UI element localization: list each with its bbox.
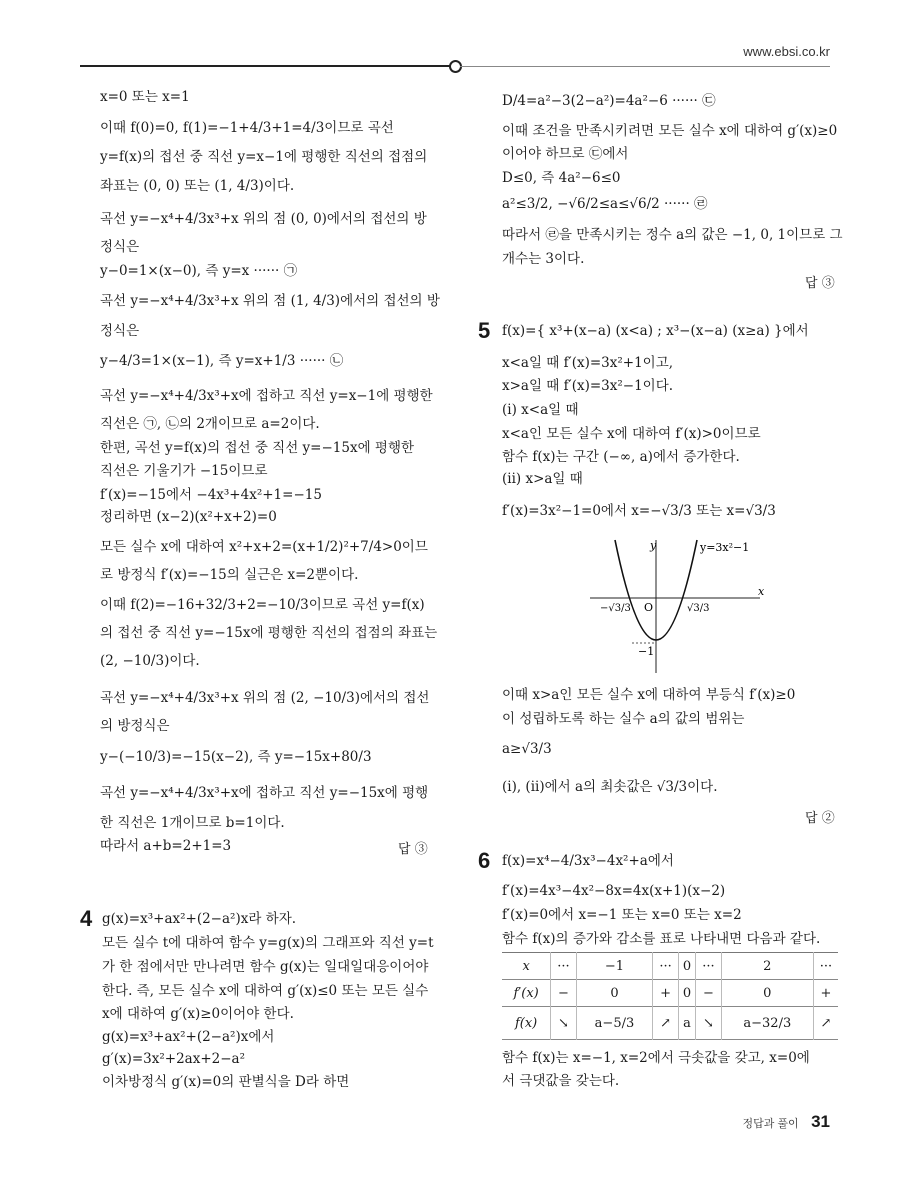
table-cell: 0	[678, 953, 696, 980]
table-cell: ···	[551, 953, 576, 980]
footer-label: 정답과 풀이	[742, 1118, 799, 1130]
text-line: x에 대하여 g′(x)≥0이어야 한다.	[102, 1006, 294, 1022]
table-cell: ···	[814, 953, 838, 980]
text-line: a≥√3/3	[502, 741, 552, 757]
parabola-graph	[580, 535, 770, 675]
text-line: (i) x<a일 때	[502, 402, 579, 418]
text-line: (2, −10/3)이다.	[100, 653, 200, 669]
table-cell: a−5/3	[576, 1007, 653, 1040]
text-line: 이때 f(2)=−16+32/3+2=−10/3이므로 곡선 y=f(x)	[100, 597, 425, 613]
answer-mark-3: 답 ③	[398, 842, 428, 857]
table-cell: +	[814, 980, 838, 1007]
text-line: 함수 f(x)는 구간 (−∞, a)에서 증가한다.	[502, 449, 740, 465]
text-line: 곡선 y=−x⁴+4/3x³+x에 접하고 직선 y=−15x에 평행	[100, 785, 429, 801]
text-line: (i), (ii)에서 a의 최솟값은 √3/3이다.	[502, 779, 718, 795]
page-number: 31	[811, 1112, 830, 1131]
table-cell: ↗	[653, 1007, 678, 1040]
text-line: (ii) x>a일 때	[502, 471, 583, 487]
text-line: y−0=1×(x−0), 즉 y=x ······ ㉠	[100, 263, 298, 279]
table-cell: +	[653, 980, 678, 1007]
text-line: 곡선 y=−x⁴+4/3x³+x 위의 점 (1, 4/3)에서의 접선의 방	[100, 293, 440, 309]
text-line: 직선은 기울기가 −15이므로	[100, 463, 268, 479]
text-line: 이때 x>a인 모든 실수 x에 대하여 부등식 f′(x)≥0	[502, 687, 796, 703]
text-line: 개수는 3이다.	[502, 251, 585, 267]
text-line: 모든 실수 x에 대하여 x²+x+2=(x+1/2)²+7/4>0이므	[100, 539, 428, 555]
text-line: a²≤3/2, −√6/2≤a≤√6/2 ······ ㉣	[502, 196, 708, 212]
text-line: 의 방정식은	[100, 718, 170, 734]
text-line: f′(x)=0에서 x=−1 또는 x=0 또는 x=2	[502, 907, 742, 923]
text-line: 정식은	[100, 323, 140, 339]
header-rule-right	[460, 66, 830, 67]
text-line: D/4=a²−3(2−a²)=4a²−6 ······ ㉢	[502, 93, 716, 109]
text-line: 곡선 y=−x⁴+4/3x³+x에 접하고 직선 y=x−1에 평행한	[100, 388, 433, 404]
text-line: f′(x)=−15에서 −4x³+4x²+1=−15	[100, 487, 322, 503]
table-cell: 2	[721, 953, 813, 980]
answer-mark-problem5: 답 ②	[805, 811, 835, 826]
table-row	[502, 1007, 838, 1040]
table-cell: f′(x)	[513, 985, 539, 1001]
y-axis-label: y	[650, 539, 657, 552]
text-line: x<a인 모든 실수 x에 대하여 f′(x)>0이므로	[502, 426, 761, 442]
text-line: f′(x)=4x³−4x²−8x=4x(x+1)(x−2)	[502, 883, 726, 899]
table-cell: f(x)	[514, 1015, 538, 1031]
origin-label: O	[644, 601, 654, 614]
text-line: 따라서 ㉣을 만족시키는 정수 a의 값은 −1, 0, 1이므로 그	[502, 227, 843, 243]
table-cell: −	[551, 980, 576, 1007]
table-row	[502, 980, 838, 1007]
text-line: 이차방정식 g′(x)=0의 판별식을 D라 하면	[102, 1074, 350, 1090]
table-cell: ↘	[696, 1007, 721, 1040]
text-line: 로 방정식 f′(x)=−15의 실근은 x=2뿐이다.	[100, 567, 359, 583]
text-line: 한다. 즉, 모든 실수 x에 대하여 g′(x)≤0 또는 모든 실수	[102, 983, 429, 999]
text-line: x>a일 때 f′(x)=3x²−1이다.	[502, 378, 674, 394]
text-line: f(x)=x⁴−4/3x³−4x²+a에서	[502, 853, 674, 869]
table-cell: ···	[696, 953, 721, 980]
text-line: 한편, 곡선 y=f(x)의 접선 중 직선 y=−15x에 평행한	[100, 440, 415, 456]
text-line: 가 한 점에서만 만나려면 함수 g(x)는 일대일대응이어야	[102, 959, 429, 975]
text-line: 따라서 a+b=2+1=3	[100, 838, 232, 854]
text-line: f(x)={ x³+(x−a) (x<a) ; x³−(x−a) (x≥a) }에서	[502, 323, 809, 339]
problem-number-6: 6	[478, 848, 491, 873]
table-cell: ···	[653, 953, 678, 980]
x-axis-label: x	[758, 585, 765, 598]
text-line: f′(x)=3x²−1=0에서 x=−√3/3 또는 x=√3/3	[502, 503, 776, 519]
text-line: y=f(x)의 접선 중 직선 y=x−1에 평행한 직선의 접점의	[100, 149, 428, 165]
variation-table	[502, 952, 838, 1040]
table-cell: −	[696, 980, 721, 1007]
table-cell: a−32/3	[721, 1007, 813, 1040]
text-line: g′(x)=3x²+2ax+2−a²	[102, 1051, 246, 1067]
text-line: 의 접선 중 직선 y=−15x에 평행한 직선의 접점의 좌표는	[100, 625, 438, 641]
table-cell: 0	[678, 980, 696, 1007]
text-line: 직선은 ㉠, ㉡의 2개이므로 a=2이다.	[100, 416, 320, 432]
problem-number-4: 4	[80, 906, 93, 931]
text-line: x<a일 때 f′(x)=3x²+1이고,	[502, 355, 674, 371]
text-line: 이 성립하도록 하는 실수 a의 값의 범위는	[502, 711, 745, 727]
footer	[742, 1112, 830, 1132]
problem-number-5: 5	[478, 318, 491, 343]
text-line: 서 극댓값을 갖는다.	[502, 1073, 620, 1089]
text-line: 함수 f(x)의 증가와 감소를 표로 나타내면 다음과 같다.	[502, 931, 821, 947]
site-url: www.ebsi.co.kr	[743, 44, 830, 59]
right-root-label: √3/3	[687, 603, 710, 614]
table-cell: ↘	[551, 1007, 576, 1040]
text-line: g(x)=x³+ax²+(2−a²)x라 하자.	[102, 911, 297, 927]
text-line: 정리하면 (x−2)(x²+x+2)=0	[100, 509, 277, 525]
text-line: y−(−10/3)=−15(x−2), 즉 y=−15x+80/3	[100, 749, 372, 765]
text-line: 이어야 하므로 ㉢에서	[502, 146, 629, 162]
text-line: 곡선 y=−x⁴+4/3x³+x 위의 점 (2, −10/3)에서의 접선	[100, 690, 430, 706]
text-line: 정식은	[100, 239, 140, 255]
text-line: 함수 f(x)는 x=−1, x=2에서 극솟값을 갖고, x=0에	[502, 1050, 810, 1066]
text-line: 모든 실수 t에 대하여 함수 y=g(x)의 그래프와 직선 y=t	[102, 935, 434, 951]
table-cell: 0	[721, 980, 813, 1007]
table-cell: 0	[576, 980, 653, 1007]
curve-label: y=3x²−1	[700, 541, 750, 554]
text-line: g(x)=x³+ax²+(2−a²)x에서	[102, 1029, 275, 1045]
left-root-label: −√3/3	[600, 603, 631, 614]
text-line: y−4/3=1×(x−1), 즉 y=x+1/3 ······ ㉡	[100, 353, 344, 369]
table-cell: ↗	[814, 1007, 838, 1040]
y-intercept-label: −1	[638, 645, 655, 658]
header-rule-left	[80, 65, 450, 67]
table-row	[502, 953, 838, 980]
text-line: D≤0, 즉 4a²−6≤0	[502, 170, 621, 186]
text-line: 이때 f(0)=0, f(1)=−1+4/3+1=4/3이므로 곡선	[100, 120, 394, 136]
text-line: 이때 조건을 만족시키려면 모든 실수 x에 대하여 g′(x)≥0	[502, 123, 838, 139]
answer-mark-problem4: 답 ③	[805, 276, 835, 291]
text-line: x=0 또는 x=1	[100, 89, 190, 105]
table-cell: −1	[576, 953, 653, 980]
table-cell: a	[678, 1007, 696, 1040]
table-cell: x	[522, 958, 530, 974]
text-line: 좌표는 (0, 0) 또는 (1, 4/3)이다.	[100, 178, 295, 194]
text-line: 한 직선은 1개이므로 b=1이다.	[100, 815, 285, 831]
text-line: 곡선 y=−x⁴+4/3x³+x 위의 점 (0, 0)에서의 접선의 방	[100, 211, 427, 227]
